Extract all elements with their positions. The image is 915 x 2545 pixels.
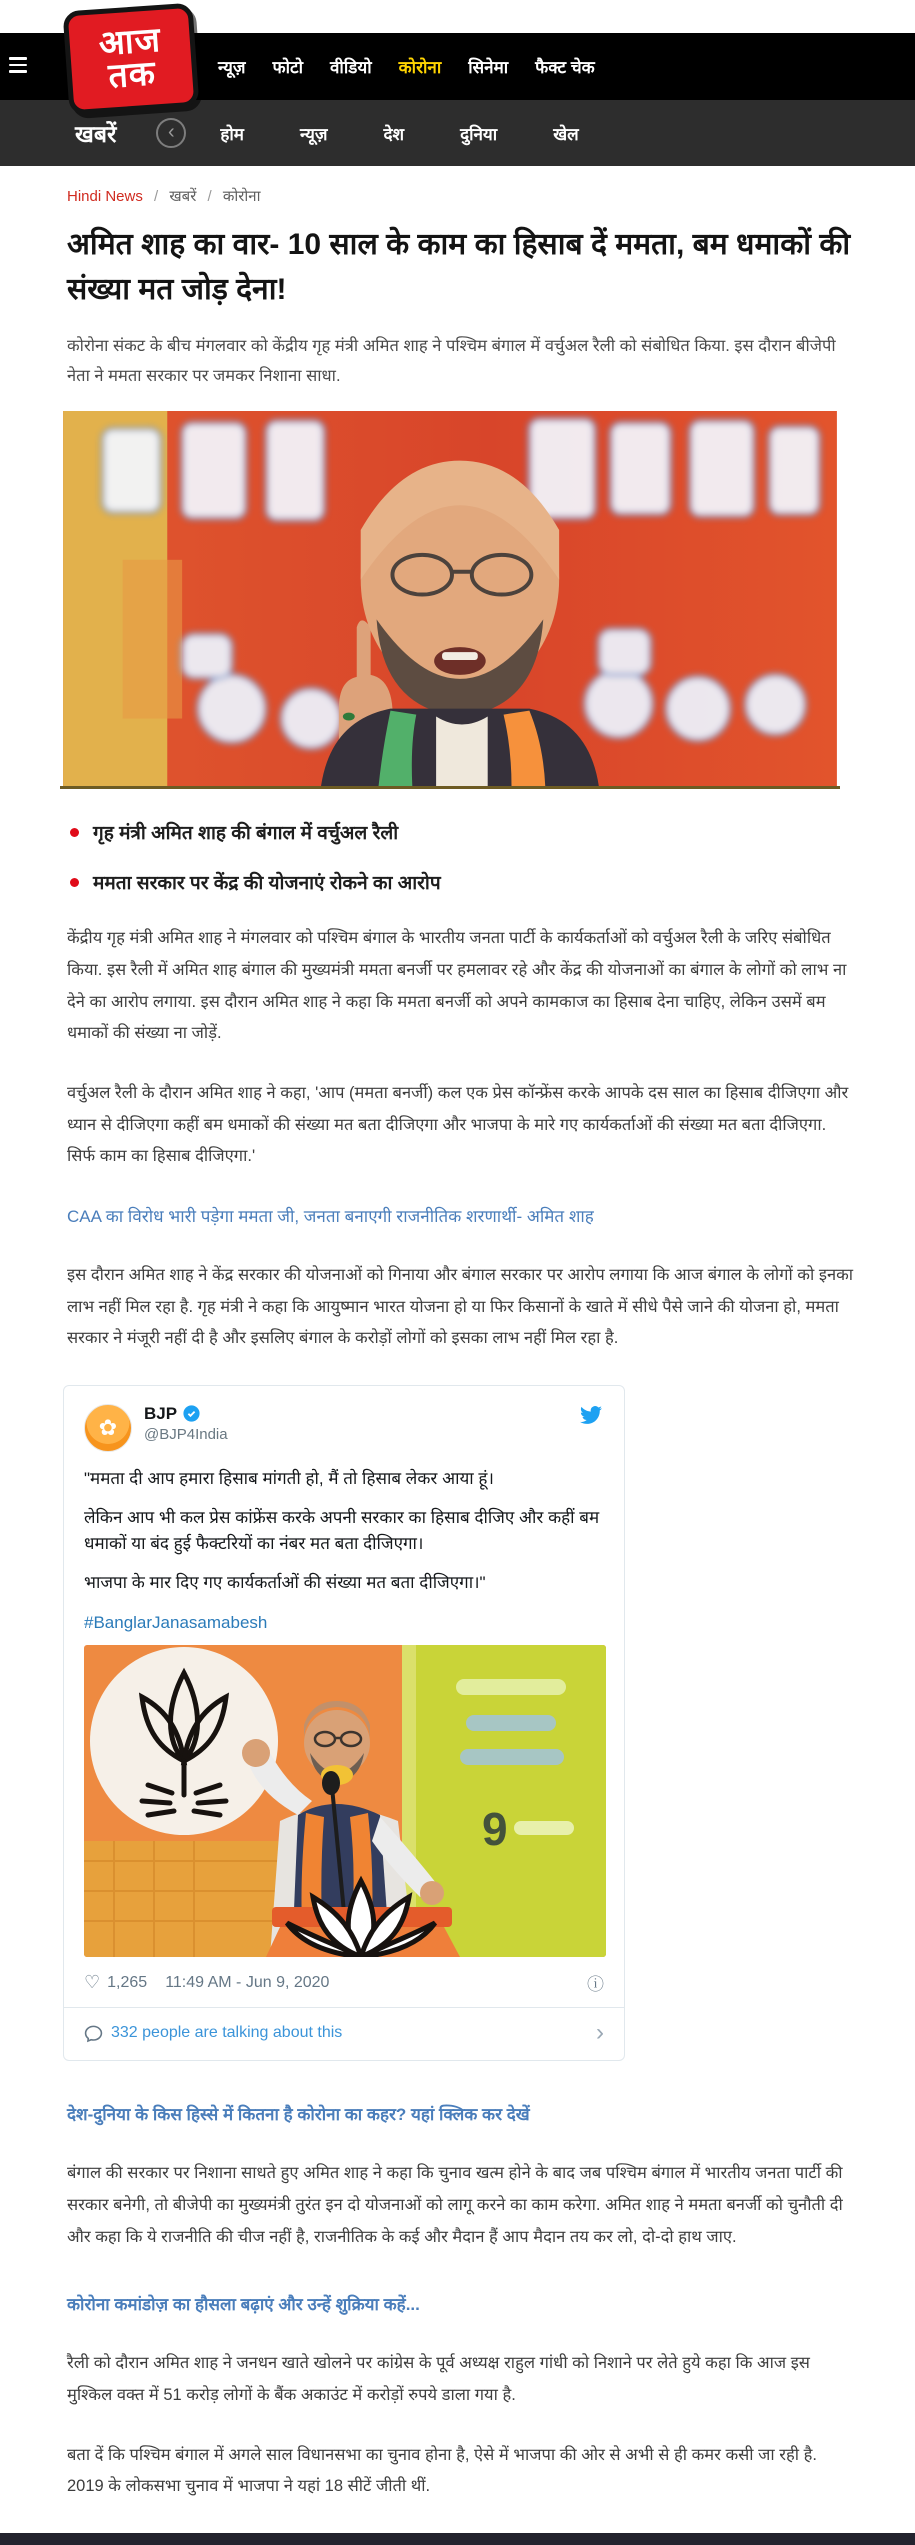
logo-text-top: आज bbox=[97, 20, 163, 63]
aajtak-logo[interactable] bbox=[63, 3, 200, 116]
highlight-item bbox=[70, 819, 915, 845]
article-headline: अमित शाह का वार- 10 साल के काम का हिसाब दें ममता, बम धमाकों की संख्या मत जोड़ देना! bbox=[67, 228, 851, 306]
tweet-line-3: भाजपा के मार दिए गए कार्यकर्ताओं की संख्या मत बता दीजिएगा।" bbox=[84, 1573, 486, 1593]
verified-badge-icon bbox=[183, 1405, 200, 1422]
bullet-dot-icon bbox=[70, 828, 79, 837]
tweet-engagement-row bbox=[84, 2008, 604, 2060]
tweet-photo[interactable] bbox=[84, 1645, 606, 1957]
footer-bar bbox=[0, 2533, 915, 2545]
article-summary: कोरोना संकट के बीच मंगलवार को केंद्रीय गृह मंत्री अमित शाह ने पश्चिम बंगाल में वर्चुअल रैली को संबोधित किया. इस दौरान बीजेपी नेता ने ममता सरकार पर जमकर निशाना साधा. bbox=[67, 337, 836, 385]
tweet-author-handle[interactable]: @BJP4India bbox=[144, 1425, 228, 1443]
nav-item-video[interactable]: वीडियो bbox=[329, 58, 372, 77]
tweet-author-name[interactable]: BJP bbox=[144, 1403, 178, 1423]
subnav-item-khel[interactable]: खेल bbox=[553, 124, 579, 144]
bullet-dot-icon bbox=[70, 878, 79, 887]
twitter-bird-icon[interactable] bbox=[578, 1404, 604, 1426]
related-link-corona-map[interactable]: देश-दुनिया के किस हिस्से में कितना है कोरोना का कहर? यहां क्लिक कर देखें bbox=[67, 2105, 530, 2125]
tweet-text bbox=[84, 1466, 604, 1636]
primary-nav bbox=[218, 55, 595, 78]
tweet-header bbox=[84, 1404, 604, 1452]
back-chevron-icon: ‹ bbox=[168, 121, 175, 143]
section-title: खबरें bbox=[75, 121, 117, 147]
highlight-text: गृह मंत्री अमित शाह की बंगाल में वर्चुअल रैली bbox=[93, 823, 399, 845]
back-button[interactable] bbox=[156, 118, 186, 148]
article-hero-image bbox=[60, 411, 840, 789]
nav-item-corona[interactable]: कोरोना bbox=[398, 58, 442, 77]
tweet-like-count[interactable]: 1,265 bbox=[107, 1973, 148, 1991]
related-link-corona-commandos[interactable]: कोरोना कमांडोज़ का हौसला बढ़ाएं और उन्हें शुक्रिया कहें... bbox=[67, 2295, 420, 2315]
article-paragraph-2: वर्चुअल रैली के दौरान अमित शाह ने कहा, 'आप (ममता बनर्जी) कल एक प्रेस कॉन्फ्रेंस करके आपके दस साल का हिसाब दीजिएगा और ध्यान से दीजिएगा कहीं बम धमाकों की संख्या मत बता दीजिएगा और भाजपा के मारे गए कार्यकर्ताओं की संख्या मत बता दीजिएगा. सिर्फ काम का हिसाब दीजिएगा.' bbox=[67, 1084, 849, 1166]
tweet-avatar[interactable] bbox=[84, 1404, 132, 1452]
info-icon[interactable]: ⓘ bbox=[587, 1975, 604, 1995]
article-paragraph-4: बंगाल की सरकार पर निशाना साधते हुए अमित शाह ने कहा कि चुनाव खत्म होने के बाद जब पश्चिम बंगाल में भारतीय जनता पार्टी की सरकार बनेगी, तो बीजेपी का मुख्यमंत्री तुरंत इन दो योजनाओं को लागू करने का काम करेगा. अमित शाह ने ममता बनर्जी को चुनौती दी और कहा कि ये राजनीति की चीज नहीं है, राजनीतिक के कई और मैदान हैं आप मैदान तय कर लो, दो-दो हाथ जाए. bbox=[67, 2164, 843, 2246]
article-paragraph-5: रैली को दौरान अमित शाह ने जनधन खाते खोलने पर कांग्रेस के पूर्व अध्यक्ष राहुल गांधी को निशाने पर लेते हुये कहा कि आज इस मुश्किल वक्त में 51 करोड़ लोगों के बैंक अकाउंट में करोड़ों रुपये डाला गया है. bbox=[67, 2354, 810, 2404]
lotus-icon: ✿ bbox=[98, 1414, 118, 1440]
tweet-line-2: लेकिन आप भी कल प्रेस कांफ्रेंस करके अपनी सरकार का हिसाब दीजिए और कहीं बम धमाकों या बंद हुई फैक्टरियों का नंबर मत बता दीजिएगा। bbox=[84, 1508, 600, 1553]
nav-item-cinema[interactable]: सिनेमा bbox=[468, 58, 509, 77]
secondary-nav bbox=[220, 122, 578, 145]
subnav-item-home[interactable]: होम bbox=[220, 124, 244, 144]
nav-item-photo[interactable]: फोटो bbox=[272, 58, 303, 77]
nav-item-news[interactable]: न्यूज़ bbox=[218, 58, 246, 77]
tweet-line-1: "ममता दी आप हमारा हिसाब मांगती हो, मैं तो हिसाब लेकर आया हूं। bbox=[84, 1468, 494, 1488]
related-link-caa[interactable]: CAA का विरोध भारी पड़ेगा ममता जी, जनता बनाएगी राजनीतिक शरणार्थी- अमित शाह bbox=[67, 1207, 594, 1227]
article-paragraph-1: केंद्रीय गृह मंत्री अमित शाह ने मंगलवार को पश्चिम बंगाल के भारतीय जनता पार्टी के कार्यकर्ताओं को वर्चुअल रैली के जरिए संबोधित किया. इस रैली में अमित शाह बंगाल की मुख्यमंत्री ममता बनर्जी पर हमलावर रहे और केंद्र की योजनाओं का बंगाल के लोगों को लाभ ना देने का आरोप लगाया. इस दौरान अमित शाह ने कहा कि ममता बनर्जी को अपने कामकाज का हिसाब देना चाहिए, लेकिन उसमें बम धमाकों की संख्या ना जोड़ें. bbox=[67, 929, 847, 1043]
breadcrumb-separator: / bbox=[154, 188, 159, 205]
tweet-timestamp[interactable]: 11:49 AM - Jun 9, 2020 bbox=[165, 1973, 330, 1991]
speech-bubble-icon bbox=[84, 2024, 103, 2043]
top-navigation-bar bbox=[0, 20, 915, 100]
article-highlights bbox=[70, 819, 915, 895]
breadcrumb-home-link[interactable]: Hindi News bbox=[67, 188, 143, 205]
like-heart-icon[interactable]: ♡ bbox=[84, 1972, 101, 1993]
highlight-text: ममता सरकार पर केंद्र की योजनाएं रोकने का आरोप bbox=[93, 873, 441, 895]
tweet-talking-link[interactable]: 332 people are talking about this bbox=[111, 2024, 343, 2042]
logo-text-bottom: तक bbox=[107, 54, 158, 96]
subnav-item-desh[interactable]: देश bbox=[383, 124, 405, 144]
tweet-identity bbox=[144, 1404, 578, 1443]
embedded-tweet-card bbox=[63, 1385, 625, 2062]
hamburger-menu-icon[interactable] bbox=[9, 57, 29, 75]
chevron-right-icon[interactable]: › bbox=[596, 2019, 604, 2047]
tweet-meta-row bbox=[84, 1957, 604, 2007]
article-paragraph-6: बता दें कि पश्चिम बंगाल में अगले साल विधानसभा का चुनाव होना है, ऐसे में भाजपा की ओर से अभी से ही कमर कसी जा रही है. 2019 के लोकसभा चुनाव में भाजपा ने यहां 18 सीटें जीती थीं. bbox=[67, 2445, 817, 2496]
breadcrumb-category-link[interactable]: कोरोना bbox=[222, 188, 261, 205]
tweet-hashtag-link[interactable]: #BanglarJanasamabesh bbox=[84, 1612, 268, 1632]
breadcrumb-separator: / bbox=[207, 188, 212, 205]
subnav-item-news[interactable]: न्यूज़ bbox=[299, 124, 328, 144]
nav-item-factcheck[interactable]: फैक्ट चेक bbox=[535, 58, 595, 77]
breadcrumb bbox=[67, 186, 867, 206]
breadcrumb-section-link[interactable]: खबरें bbox=[169, 188, 197, 205]
svg-text:9: 9 bbox=[482, 1803, 508, 1856]
subnav-item-duniya[interactable]: दुनिया bbox=[460, 124, 498, 144]
article-paragraph-3: इस दौरान अमित शाह ने केंद्र सरकार की योजनाओं को गिनाया और बंगाल सरकार पर आरोप लगाया कि आज बंगाल के लोगों को इनका लाभ नहीं मिल रहा है. गृह मंत्री ने कहा कि आयुष्मान भारत योजना हो या फिर किसानों के खाते में सीधे पैसे जाने की योजना हो, ममता सरकार ने मंजूरी नहीं दी है और इसलिए बंगाल के करोड़ों लोगों को इसका लाभ नहीं मिल रहा है. bbox=[67, 1265, 854, 1348]
highlight-item bbox=[70, 869, 915, 895]
